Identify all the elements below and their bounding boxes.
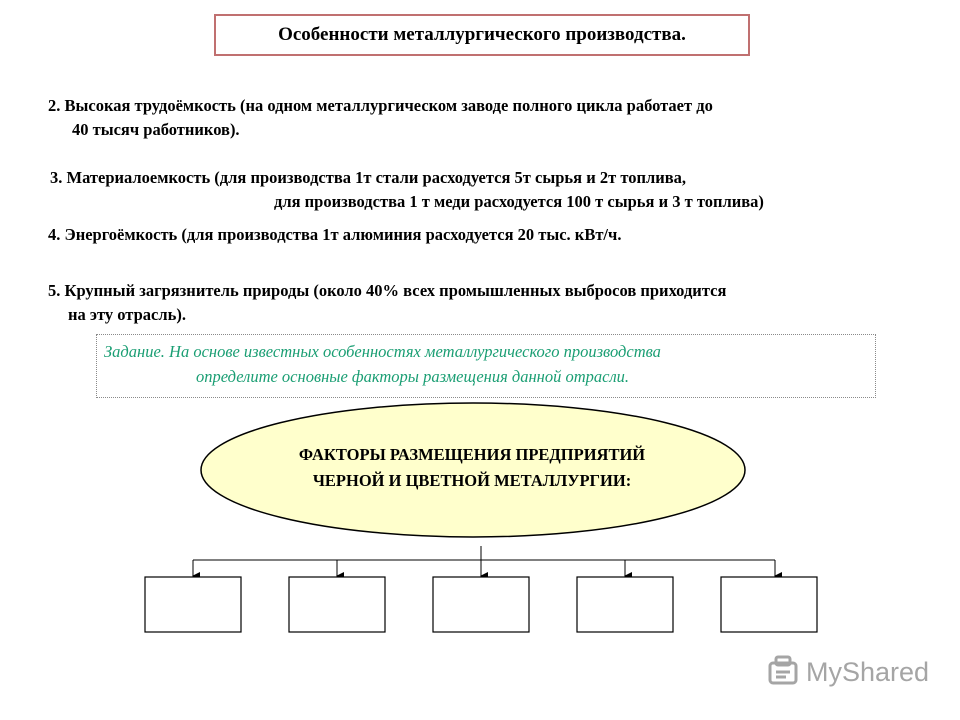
watermark-icon xyxy=(766,654,802,690)
item-4-line1: 4. Энергоёмкость (для производства 1т алюминия расходуется 20 тыс. кВт/ч. xyxy=(48,225,622,244)
item-5-line2: на эту отрасль). xyxy=(68,305,186,324)
factor-box-3 xyxy=(433,577,529,632)
center-label xyxy=(202,442,742,494)
task-line-2: определите основные факторы размещения данной отрасли. xyxy=(196,367,630,386)
item-2-line1: 2. Высокая трудоёмкость (на одном металлургическом заводе полного цикла работает до xyxy=(48,96,713,115)
item-3-line1: 3. Материалоемкость (для производства 1т стали расходуется 5т сырья и 2т топлива, xyxy=(50,168,687,187)
factor-box-5 xyxy=(721,577,817,632)
watermark-logo xyxy=(766,654,929,690)
page-title-text: Особенности металлургического производства. xyxy=(278,24,686,45)
center-label-line1: ФАКТОРЫ РАЗМЕЩЕНИЯ ПРЕДПРИЯТИЙ xyxy=(298,445,646,464)
item-2-line2: 40 тысяч работников). xyxy=(72,120,240,139)
item-5-line1: 5. Крупный загрязнитель природы (около 40% всех промышленных выбросов приходится xyxy=(48,281,727,300)
item-3-line2: для производства 1 т меди расходуется 100 т сырья и 3 т топлива) xyxy=(274,192,764,211)
factor-box-4 xyxy=(577,577,673,632)
factor-box-1 xyxy=(145,577,241,632)
center-label-line2: ЧЕРНОЙ И ЦВЕТНОЙ МЕТАЛЛУРГИИ: xyxy=(312,471,632,490)
task-line-1: Задание. На основе известных особенностях металлургического производства xyxy=(104,342,661,361)
factor-box-2 xyxy=(289,577,385,632)
watermark-text: MyShared xyxy=(806,656,930,687)
